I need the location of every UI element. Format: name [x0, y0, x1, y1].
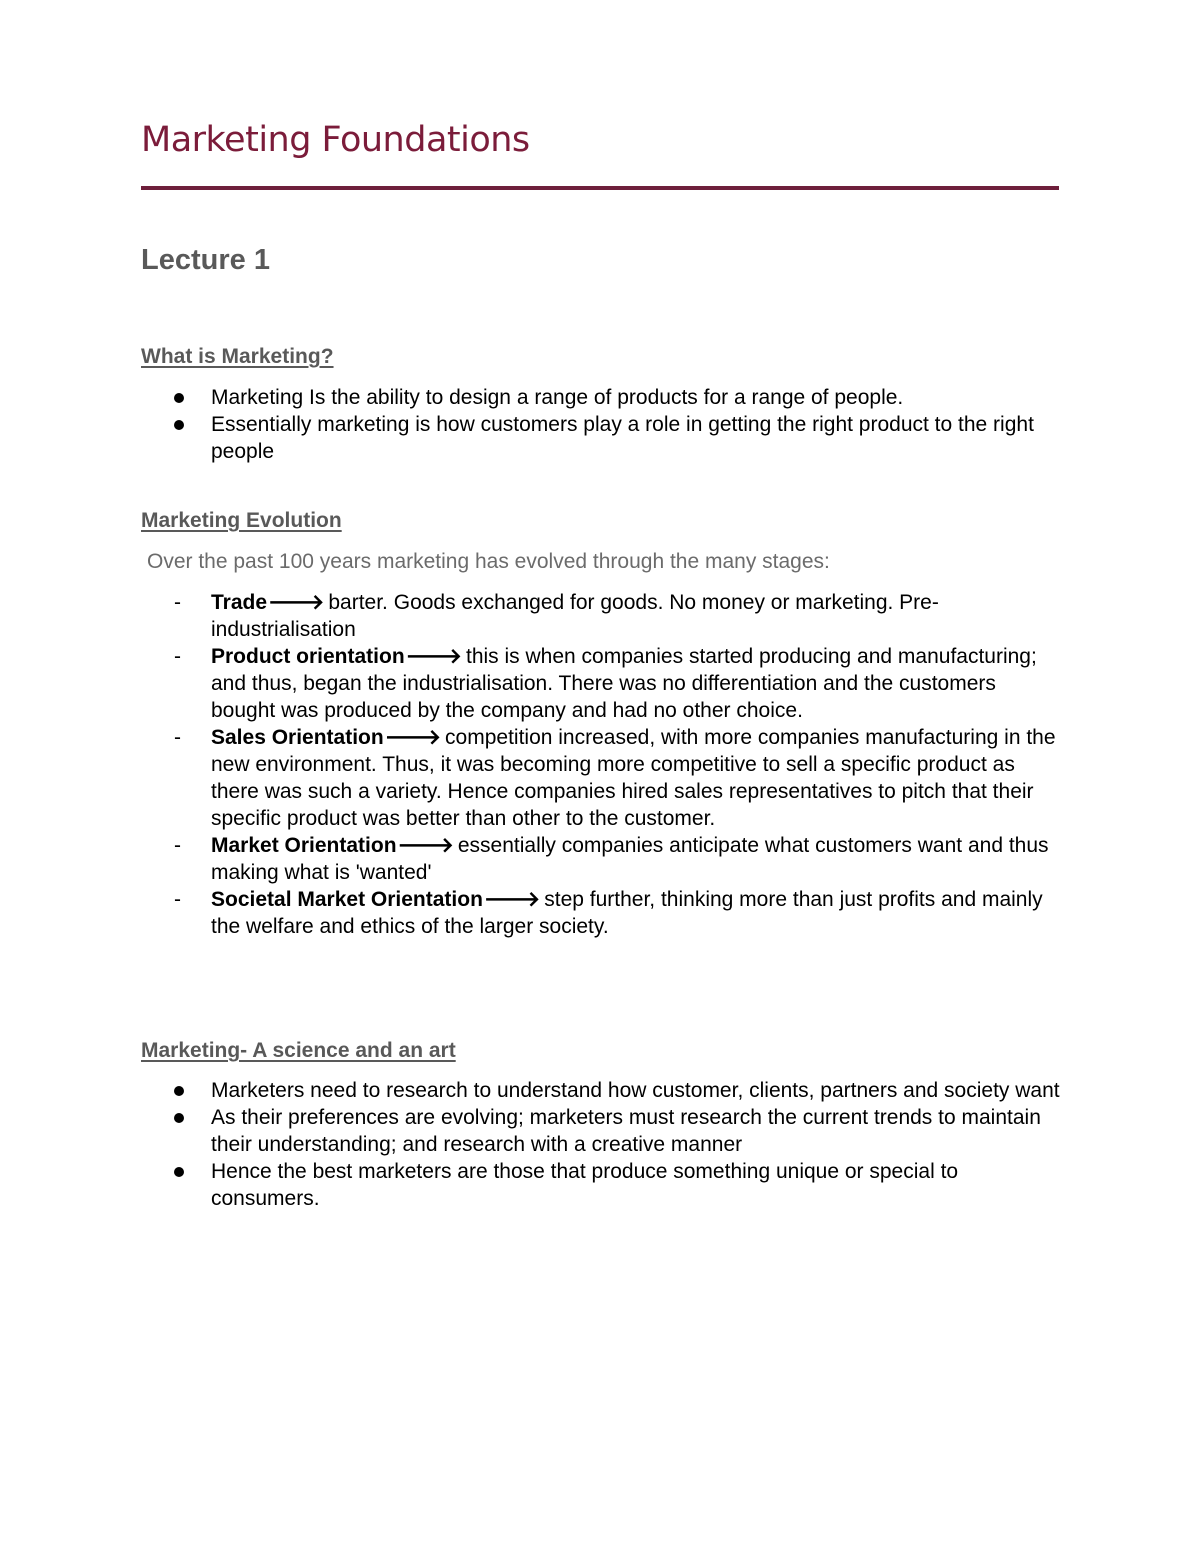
- section-heading-science-and-art: Marketing- A science and an art: [141, 1039, 456, 1062]
- title-divider: [141, 186, 1059, 190]
- stage-description: this is when companies started producing and manufacturing; and thus, began the industrialisation. There was no differentiation and the customers bought was produced by the company and had no other choice.: [211, 645, 1037, 722]
- list-item-text: Hence the best marketers are those that produce something unique or special to consumers.: [211, 1160, 959, 1210]
- section-heading-what-is-marketing: What is Marketing?: [141, 345, 334, 368]
- stage-description: barter. Goods exchanged for goods. No money or marketing. Pre-industrialisation: [211, 591, 939, 641]
- dash-icon: -: [174, 726, 181, 749]
- arrow-right-icon: 🡒: [384, 726, 442, 749]
- list-item: [0, 1104, 1061, 1158]
- arrow-right-icon: 🡒: [268, 591, 325, 614]
- stage-term: Trade: [211, 591, 268, 614]
- stage-item-trade: [0, 589, 1061, 643]
- bullet-icon: [174, 1167, 184, 1177]
- dash-icon: -: [174, 888, 181, 911]
- list-item: [0, 1158, 1061, 1212]
- what-is-marketing-list: [0, 384, 1200, 465]
- bullet-icon: [174, 420, 184, 430]
- arrow-right-icon: 🡒: [405, 645, 462, 668]
- list-item: [0, 384, 1061, 411]
- stage-description: step further, thinking more than just profits and mainly the welfare and ethics of the larger society.: [211, 888, 1043, 938]
- bullet-icon: [174, 1113, 184, 1123]
- bullet-icon: [174, 393, 184, 403]
- stage-term: Market Orientation: [211, 834, 397, 857]
- bullet-icon: [174, 1086, 184, 1096]
- stage-term: Societal Market Orientation: [211, 888, 483, 911]
- dash-icon: -: [174, 591, 181, 614]
- stage-item-sales-orientation: [0, 724, 1061, 832]
- list-item-text: Marketers need to research to understand how customer, clients, partners and society want: [211, 1079, 1060, 1102]
- dash-icon: -: [174, 834, 181, 857]
- stage-item-market-orientation: [0, 832, 1061, 886]
- stage-term: Product orientation: [211, 645, 405, 668]
- list-item-text: Marketing Is the ability to design a range of products for a range of people.: [211, 386, 904, 409]
- stage-item-societal-market-orientation: [0, 886, 1061, 940]
- list-item: [0, 411, 1061, 465]
- stage-description: competition increased, with more companies manufacturing in the new environment. Thus, it was becoming more competitive to sell a specific product as there was such a variety. Hence companies hired sales representatives to pitch that their specific product was better than other to the customer.: [211, 726, 1056, 830]
- list-item-text: Essentially marketing is how customers play a role in getting the right product to the right people: [211, 413, 1034, 463]
- dash-icon: -: [174, 645, 181, 668]
- stage-item-product-orientation: [0, 643, 1061, 724]
- list-item-text: As their preferences are evolving; marketers must research the current trends to maintain their understanding; and research with a creative manner: [211, 1106, 1041, 1156]
- list-item: [0, 1077, 1061, 1104]
- section-heading-marketing-evolution: Marketing Evolution: [141, 509, 342, 532]
- evolution-stage-list: [0, 589, 1200, 940]
- stage-term: Sales Orientation: [211, 726, 384, 749]
- arrow-right-icon: 🡒: [397, 834, 454, 857]
- document-title: Marketing Foundations: [141, 120, 530, 160]
- evolution-intro: Over the past 100 years marketing has evolved through the many stages:: [147, 550, 830, 573]
- stage-description: essentially companies anticipate what customers want and thus making what is 'wanted': [211, 834, 1049, 884]
- science-art-list: [0, 1077, 1200, 1212]
- lecture-heading: Lecture 1: [141, 244, 270, 276]
- arrow-right-icon: 🡒: [483, 888, 541, 911]
